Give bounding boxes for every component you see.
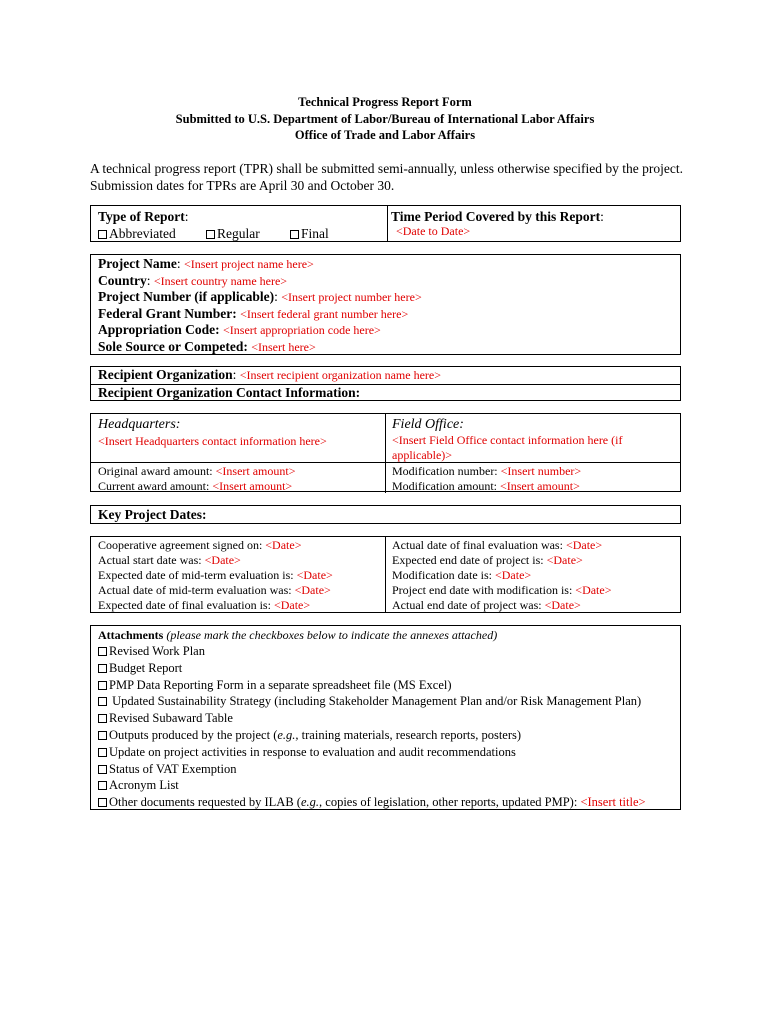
key-date-row	[98, 598, 385, 613]
country-value[interactable]: <Insert country name here>	[153, 273, 288, 288]
project-name-value[interactable]: <Insert project name here>	[183, 257, 314, 271]
key-date-value[interactable]: <Date>	[273, 598, 311, 612]
key-date-label: Cooperative agreement signed on:	[98, 538, 263, 552]
original-award-value[interactable]: <Insert amount>	[215, 464, 296, 478]
key-dates-box	[90, 536, 681, 613]
offices-box	[90, 413, 681, 492]
key-date-label: Actual date of final evaluation was:	[392, 538, 563, 552]
attachment-label-rest: copies of legislation, other reports, updated PMP):	[322, 795, 581, 810]
recipient-box: Recipient Organization: <Insert recipient organization name here> Recipient Organization Contact Information:	[90, 366, 681, 401]
hq-value[interactable]: <Insert Headquarters contact information here>	[98, 434, 327, 448]
insert-title-value[interactable]: <Insert title>	[580, 795, 646, 810]
attachment-label: Update on project activities in response to evaluation and audit recommendations	[109, 744, 516, 759]
project-name-label: Project Name	[98, 256, 177, 271]
regular-checkbox[interactable]: Regular	[206, 225, 260, 242]
attachment-label: Outputs produced by the project (	[109, 727, 278, 742]
key-date-value[interactable]: <Date>	[494, 568, 532, 582]
mod-amount-label: Modification amount:	[392, 479, 497, 493]
checkbox-icon[interactable]	[98, 765, 107, 774]
report-type-box: Type of Report: Abbreviated Regular Final Time Period Covered by this Report: <Date to Date>	[90, 205, 681, 242]
key-date-row	[98, 583, 385, 598]
checkbox-icon[interactable]	[98, 748, 107, 757]
key-date-value[interactable]: <Date>	[575, 583, 612, 597]
attachment-item[interactable]	[98, 794, 680, 811]
recipient-org-value[interactable]: <Insert recipient organization name here>	[239, 368, 441, 382]
key-date-row	[392, 598, 680, 613]
eg-text: e.g.,	[277, 727, 299, 742]
appropriation-code-label: Appropriation Code:	[98, 322, 220, 337]
country-label: Country	[98, 272, 147, 288]
appropriation-code-value[interactable]: <Insert appropriation code here>	[223, 323, 381, 337]
attachment-label: Budget Report	[109, 660, 183, 675]
attachment-label: Acronym List	[109, 778, 179, 793]
attachment-item[interactable]	[98, 777, 680, 794]
attachments-note: (please mark the checkboxes below to indicate the annexes attached)	[166, 628, 498, 642]
project-number-label: Project Number (if applicable)	[98, 289, 275, 304]
attachments-title: Attachments	[98, 628, 164, 642]
attachment-item[interactable]	[98, 660, 680, 677]
key-date-value[interactable]: <Date>	[546, 553, 583, 567]
key-date-row	[392, 568, 680, 583]
sole-source-label: Sole Source or Competed:	[98, 338, 248, 354]
form-title: Technical Progress Report Form	[298, 95, 472, 109]
key-date-label: Project end date with modification is:	[392, 583, 573, 597]
checkbox-icon[interactable]	[98, 681, 107, 690]
intro-paragraph: A technical progress report (TPR) shall be submitted semi-annually, unless otherwise specified by the project. Submission dates for TPRs are April 30 and October 30.	[90, 161, 683, 193]
current-award-label: Current award amount:	[98, 479, 210, 493]
project-number-value[interactable]: <Insert project number here>	[281, 290, 422, 304]
field-office-label: Field Office:	[392, 417, 464, 432]
key-dates-title: Key Project Dates:	[90, 505, 681, 524]
attachment-label: Status of VAT Exemption	[109, 761, 237, 776]
recipient-org-label: Recipient Organization	[98, 367, 233, 382]
checkbox-icon	[98, 230, 107, 239]
hq-label: Headquarters:	[98, 417, 181, 432]
current-award-value[interactable]: <Insert amount>	[212, 479, 293, 493]
abbreviated-checkbox[interactable]: Abbreviated	[98, 225, 176, 242]
key-date-label: Expected date of final evaluation is:	[98, 598, 271, 612]
attachment-item[interactable]	[98, 677, 680, 694]
key-date-label: Expected end date of project is:	[392, 553, 544, 567]
key-date-row	[392, 553, 680, 568]
checkbox-icon	[206, 230, 215, 239]
key-date-value[interactable]: <Date>	[296, 568, 333, 582]
checkbox-icon[interactable]	[98, 798, 107, 807]
attachment-item[interactable]	[98, 693, 680, 710]
attachment-label: Revised Subaward Table	[109, 711, 233, 726]
attachment-label: PMP Data Reporting Form in a separate spreadsheet file (MS Excel)	[109, 677, 452, 692]
checkbox-icon[interactable]	[98, 664, 107, 673]
time-period-label: Time Period Covered by this Report	[391, 209, 601, 224]
attachment-item[interactable]	[98, 727, 680, 744]
attachment-item[interactable]	[98, 761, 680, 778]
checkbox-icon[interactable]	[98, 647, 107, 656]
attachment-item[interactable]	[98, 744, 680, 761]
checkbox-icon[interactable]	[98, 731, 107, 740]
key-date-row	[98, 538, 385, 553]
field-office-value[interactable]: <Insert Field Office contact information here (if applicable)>	[392, 433, 623, 462]
key-date-value[interactable]: <Date>	[265, 538, 302, 552]
attachment-label-rest: training materials, research reports, posters)	[298, 727, 522, 742]
key-date-label: Actual end date of project was:	[392, 598, 542, 612]
key-date-row	[392, 583, 680, 598]
final-checkbox[interactable]: Final	[290, 225, 329, 242]
contact-info-label: Recipient Organization Contact Information:	[98, 385, 361, 400]
attachment-label: Other documents requested by ILAB (	[109, 795, 301, 810]
sole-source-value[interactable]: <Insert here>	[251, 339, 316, 354]
checkbox-icon	[290, 230, 299, 239]
form-office: Office of Trade and Labor Affairs	[294, 128, 476, 142]
grant-number-value[interactable]: <Insert federal grant number here>	[240, 306, 409, 321]
key-date-label: Actual start date was:	[98, 553, 202, 567]
project-info-box: Project Name: <Insert project name here> Country: <Insert country name here> Project Number (if applicable): <Insert project number here> Federal Grant Number: <Insert federal grant number here> Appropriation Code: <Insert appropriation code here> Sole Source or Competed: <Insert here>	[90, 254, 681, 355]
key-date-row	[392, 538, 680, 553]
key-date-row	[98, 553, 385, 568]
type-of-report-label: Type of Report	[98, 209, 185, 224]
attachments-box	[90, 625, 681, 810]
checkbox-icon[interactable]	[98, 714, 107, 723]
checkbox-icon[interactable]	[98, 781, 107, 790]
mod-number-label: Modification number:	[392, 464, 498, 478]
mod-amount-value[interactable]: <Insert amount>	[499, 479, 580, 493]
key-date-value[interactable]: <Date>	[294, 583, 331, 597]
attachment-item[interactable]	[98, 643, 680, 660]
key-date-value[interactable]: <Date>	[204, 553, 241, 567]
original-award-label: Original award amount:	[98, 464, 213, 478]
key-date-value[interactable]: <Date>	[565, 538, 603, 552]
attachment-item[interactable]	[98, 710, 680, 727]
key-date-row	[98, 568, 385, 583]
form-subtitle: Submitted to U.S. Department of Labor/Bureau of International Labor Affairs	[175, 111, 595, 126]
mod-number-value[interactable]: <Insert number>	[500, 464, 582, 478]
grant-number-label: Federal Grant Number:	[98, 305, 237, 321]
key-date-label: Modification date is:	[392, 568, 492, 582]
eg-text: e.g.,	[300, 795, 323, 810]
time-period-value[interactable]: <Date to Date>	[396, 224, 471, 238]
key-date-label: Expected date of mid-term evaluation is:	[98, 568, 294, 582]
checkbox-icon[interactable]	[98, 697, 107, 706]
attachment-label: Updated Sustainability Strategy (including Stakeholder Management Plan and/or Risk Management Plan)	[109, 694, 642, 709]
key-date-value[interactable]: <Date>	[544, 598, 581, 612]
key-date-label: Actual date of mid-term evaluation was:	[98, 583, 292, 597]
form-header	[0, 94, 770, 144]
attachment-label: Revised Work Plan	[109, 644, 205, 658]
